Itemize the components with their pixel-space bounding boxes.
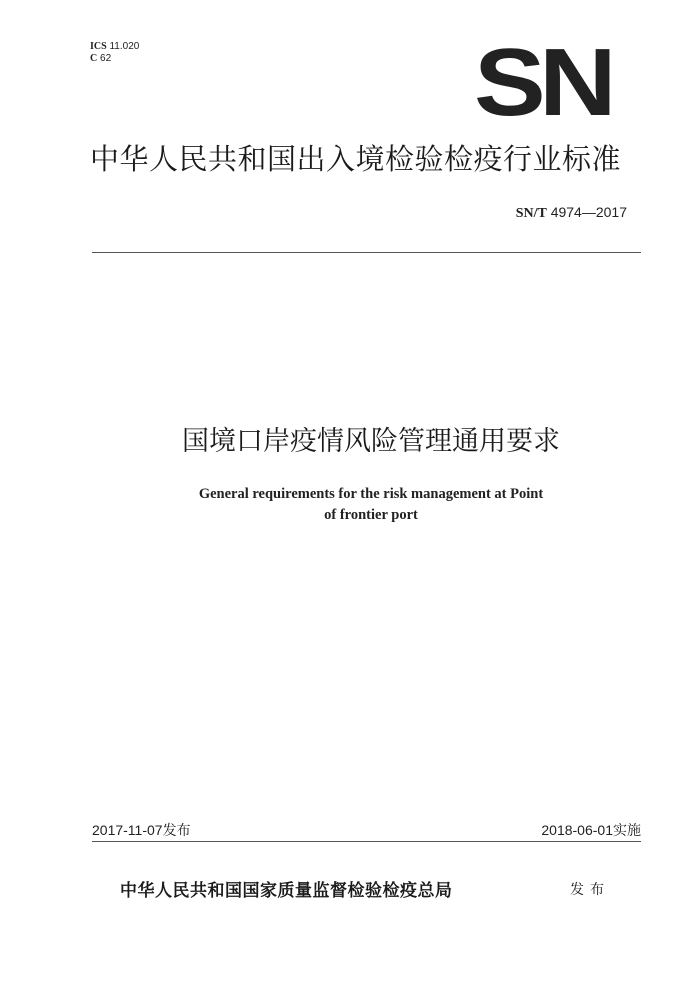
publish-label: 发布 [570, 882, 610, 898]
ccs-label: C [90, 53, 98, 64]
standard-number [516, 204, 627, 222]
standard-code: SN/T [515, 206, 547, 221]
document-title-en [0, 484, 700, 526]
standard-year-number: 4974—2017 [550, 204, 627, 220]
publisher-name: 中华人民共和国国家质量监督检验检疫总局 [120, 881, 453, 901]
organization-title: 中华人民共和国出入境检验检疫行业标准 [90, 142, 622, 176]
title-en-line-2: of frontier port [324, 507, 418, 523]
implementation-date: 2018-06-01实施 [541, 822, 641, 838]
document-title-cn: 国境口岸疫情风险管理通用要求 [182, 426, 560, 457]
ccs-code: 62 [100, 53, 112, 64]
ccs-line [90, 53, 139, 65]
header-divider [92, 252, 641, 253]
issue-date: 2017-11-07发布 [92, 822, 191, 838]
ics-code: 11.020 [109, 41, 140, 52]
sn-logo: SN [474, 29, 610, 136]
title-en-line-1: General requirements for the risk management at Point [198, 486, 544, 502]
classification-codes [90, 41, 139, 65]
footer-divider [92, 841, 641, 842]
ics-label: ICS [90, 41, 107, 52]
ics-line [90, 41, 139, 53]
